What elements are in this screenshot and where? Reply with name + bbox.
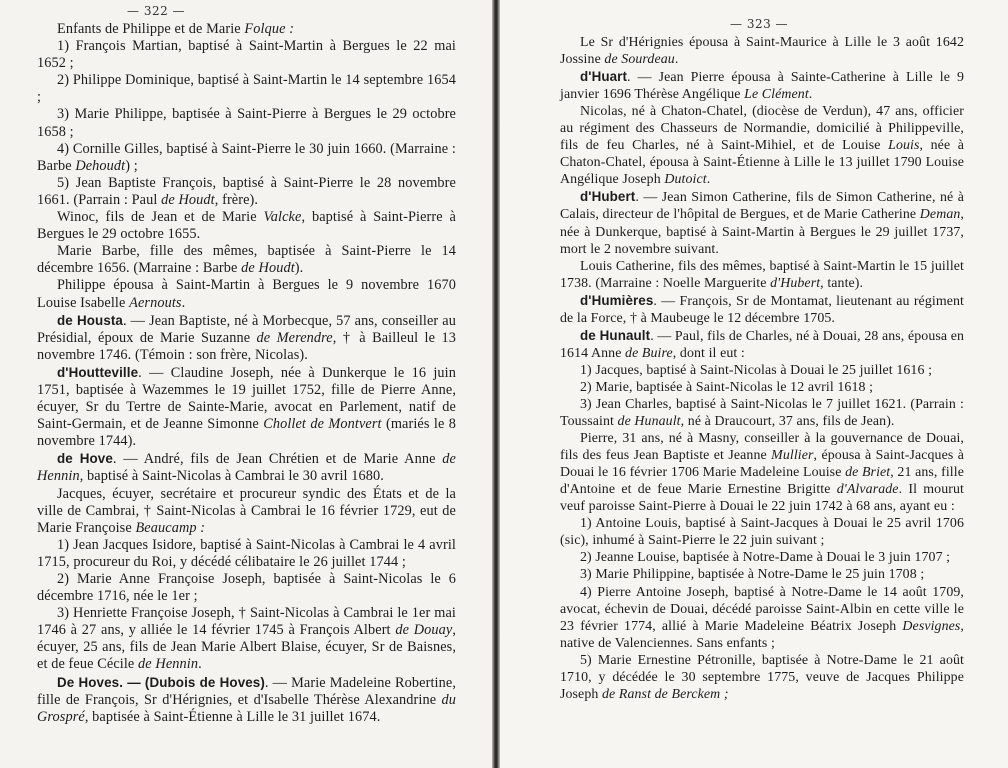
page-text — [37, 21, 456, 726]
text-run: 1) Jean Jacques Isidore, baptisé à Saint-Nicolas à Cambrai le 4 avril 1715, procureur du Roi, y décédé célibataire le 26 juillet 1744 ; — [37, 536, 456, 570]
paragraph — [37, 38, 456, 72]
page-number: — 322 — — [127, 4, 186, 18]
text-run: . Il mourut veuf paroisse Saint-Pierre à Douai le 22 juin 1742 à 68 ans, ayant eu : — [560, 482, 964, 515]
text-run: 5) Marie Ernestine Pétronille, baptisée à Notre-Dame le 21 août 1710, y décédée le 30 septembre 1775, veuve de Jacques Philippe Joseph — [560, 652, 964, 702]
text-run: . — François, Sr de Montamat, lieutenant au régiment de la Force, † à Maubeuge le 12 décembre 1705. — [560, 293, 964, 326]
entry-heading: De Hoves. — (Dubois de Hoves) — [57, 674, 265, 690]
text-run: , tante). — [820, 275, 864, 291]
text-run: . — André, fils de Jean Chrétien et de Marie Anne — [112, 451, 443, 468]
paragraph — [37, 605, 456, 673]
text-run: . — Jean Baptiste, né à Morbecque, 57 ans, conseiller au Présidial, époux de Marie Suzanne — [37, 312, 456, 346]
text-run: 1) François Martian, baptisé à Saint-Martin à Bergues le 22 mai 1652 ; — [37, 38, 456, 72]
paragraph — [37, 175, 456, 209]
text-run: , 21 ans, fille d'Antoine et de feue Marie Ernestine Brigitte — [560, 465, 964, 498]
italic-name: de Buire — [625, 345, 673, 361]
paragraph — [560, 379, 964, 396]
text-run: Louis Catherine, fils des mêmes, baptisé à Saint-Martin le 15 juillet 1738. (Marraine : Noelle Marguerite — [560, 258, 964, 291]
paragraph — [560, 68, 964, 103]
text-run: 4) Pierre Antoine Joseph, baptisé à Notre-Dame le 14 août 1709, avocat, échevin de Douai, décédé paroisse Saint-Albin en cette ville le 23 février 1774, allié à Marie Madeleine Béatrix Joseph — [560, 584, 964, 634]
paragraph — [560, 566, 964, 583]
text-run: Nicolas, né à Chaton-Chatel, (diocèse de Verdun), 47 ans, officier au régiment des Chasseurs de Normandie, domicilié à Philippeville, fils de feu Charles, né à Saint-Mihiel, et de Louise — [560, 104, 964, 154]
italic-name: Louis — [888, 138, 920, 154]
page-number: — 323 — — [730, 17, 789, 31]
text-run: , native de Valenciennes. Sans enfants ; — [560, 618, 964, 651]
italic-name: Desvignes — [902, 618, 961, 634]
text-run: ) ; — [125, 157, 138, 174]
text-run: . — Jean Simon Catherine, fils de Simon Catherine, né à Calais, directeur de l'hôpital de Bergues, et de Marie Catherine — [560, 190, 964, 223]
italic-name: de Houdt — [241, 260, 295, 277]
italic-name: de Houdt — [161, 191, 215, 208]
text-run: , baptisé à Saint-Nicolas à Cambrai le 30 avril 1680. — [79, 468, 384, 485]
text-run: 3) Henriette Françoise Joseph, † Saint-Nicolas à Cambrai le 1er mai 1746 à 27 ans, y alliée le 14 février 1745 à François Albert — [37, 605, 456, 639]
italic-name: d'Alvarade — [836, 482, 899, 498]
paragraph — [37, 571, 456, 605]
text-run: (mariés le 8 novembre 1744). — [37, 416, 457, 450]
text-run: , épousa à Saint-Jacques à Douai le 16 février 1706 Marie Madeleine Louise — [560, 448, 965, 481]
text-run: 5) Jean Baptiste François, baptisé à Saint-Pierre le 28 novembre 1661. (Parrain : Paul — [37, 174, 456, 208]
paragraph — [37, 537, 456, 571]
italic-name: de Hennin — [138, 656, 199, 673]
text-run: Jacques, écuyer, secrétaire et procureur syndic des États et de la ville de Cambrai, † Saint-Nicolas à Cambrai le 16 février 1729, eut de Marie Françoise — [37, 485, 456, 536]
paragraph — [560, 188, 964, 257]
italic-name: de Briet — [845, 465, 891, 481]
paragraph — [560, 515, 964, 549]
text-run: 3) Jean Charles, baptisé à Saint-Nicolas le 7 juillet 1621. (Parrain : Toussaint — [560, 396, 964, 430]
text-run: 2) Philippe Dominique, baptisé à Saint-Martin le 14 septembre 1654 ; — [37, 72, 456, 106]
page-left — [0, 0, 492, 768]
paragraph — [37, 141, 456, 175]
paragraph — [560, 34, 964, 68]
text-run: 3) Marie Philippe, baptisée à Saint-Pierre à Bergues le 29 octobre 1658 ; — [37, 106, 456, 140]
paragraph — [37, 106, 456, 140]
text-run: Marie Barbe, fille des mêmes, baptisée à Saint-Pierre le 14 décembre 1656. (Marraine : Barbe — [37, 243, 456, 277]
paragraph — [37, 486, 456, 537]
text-run: . — Jean Pierre épousa à Sainte-Catherine à Lille le 9 janvier 1696 Thérèse Angélique — [560, 70, 964, 103]
italic-name: Chollet de Montvert — [263, 416, 382, 433]
paragraph — [560, 362, 964, 379]
italic-name: de Merendre — [256, 329, 333, 346]
text-run: Pierre, 31 ans, né à Masny, conseiller à la gouvernance de Douai, fils des feus Jean Baptiste et Jeanne — [560, 431, 964, 464]
italic-name: de Hunault — [617, 414, 681, 430]
text-run: , dont il eut : — [672, 345, 745, 361]
text-run: Enfants de Philippe et de Marie — [57, 21, 245, 37]
text-run: 2) Marie Anne Françoise Joseph, baptisée à Saint-Nicolas le 6 décembre 1716, née le 1er ; — [37, 571, 456, 605]
italic-name: Valcke — [263, 209, 302, 226]
text-run: . — [181, 294, 186, 311]
paragraph — [560, 258, 964, 292]
page-right — [500, 0, 1008, 768]
paragraph — [560, 396, 964, 430]
entry-heading: de Housta — [57, 312, 123, 328]
text-run: . — Marie Madeleine Robertine, fille de François, Sr d'Hérignies, et d'Isabelle Thérèse Alexandrine — [37, 674, 456, 708]
entry-heading: d'Huart — [580, 69, 628, 85]
italic-name: Aernouts — [129, 294, 182, 311]
paragraph — [560, 327, 964, 362]
paragraph — [37, 364, 456, 450]
text-run: 2) Marie, baptisée à Saint-Nicolas le 12 avril 1618 ; — [580, 379, 874, 395]
text-run: Winoc, fils de Jean et de Marie — [57, 209, 264, 226]
paragraph — [560, 430, 964, 515]
paragraph — [37, 72, 456, 106]
italic-name: de Sourdeau — [604, 52, 675, 68]
text-run: , née à Dunkerque, baptisé à Saint-Martin à Bergues le 29 juillet 1737, mort le 2 novembre suivant. — [560, 207, 964, 257]
text-run: . — [674, 52, 679, 68]
italic-name: de Ranst de Berckem ; — [602, 686, 729, 702]
italic-name: Folque : — [244, 21, 295, 37]
text-run: Le Sr d'Hérignies épousa à Saint-Maurice à Lille le 3 août 1642 Jossine — [560, 35, 964, 68]
italic-name: de Douay — [395, 622, 453, 639]
paragraph — [560, 549, 964, 566]
text-run: ). — [294, 260, 304, 277]
paragraph — [560, 292, 964, 327]
entry-heading: d'Humières — [580, 292, 654, 308]
entry-heading: de Hunault — [580, 327, 651, 343]
text-run: , écuyer, 25 ans, fils de Jean Marie Albert Blaise, écuyer, Sr de Baisnes, et de feue Cécile — [37, 622, 457, 673]
text-run: , frère). — [214, 191, 259, 208]
paragraph — [560, 584, 964, 652]
paragraph — [560, 652, 964, 703]
text-run: . — [198, 656, 202, 673]
text-run: . — Paul, fils de Charles, né à Douai, 28 ans, épousa en 1614 Anne — [560, 328, 965, 361]
paragraph — [37, 450, 456, 485]
entry-heading: d'Houtteville — [57, 364, 139, 380]
text-run: 4) Cornille Gilles, baptisé à Saint-Pierre le 30 juin 1660. (Marraine : Barbe — [37, 140, 456, 174]
italic-name: Dutoict — [664, 172, 707, 188]
paragraph — [560, 103, 964, 188]
text-run: 3) Marie Philippine, baptisée à Notre-Dame le 25 juin 1708 ; — [580, 567, 925, 583]
italic-name: Dehoudt — [75, 157, 126, 174]
italic-name: d'Hubert — [770, 275, 821, 291]
italic-name: Deman — [919, 207, 961, 223]
page-text — [560, 34, 964, 703]
italic-name: du Grospré — [37, 691, 456, 725]
text-run: 2) Jeanne Louise, baptisée à Notre-Dame à Douai le 3 juin 1707 ; — [580, 550, 951, 566]
italic-name: Le Clément — [744, 87, 809, 103]
text-run: , née à Chaton-Chatel, épousa à Saint-Étienne à Lille le 13 juillet 1790 Louise Angélique Joseph — [560, 138, 965, 188]
paragraph — [37, 674, 456, 726]
entry-heading: de Hove — [57, 451, 113, 467]
paragraph — [37, 277, 456, 311]
book-gutter — [492, 0, 500, 768]
italic-name: de Hennin — [37, 451, 456, 485]
paragraph — [37, 243, 456, 277]
italic-name: Beaucamp : — [135, 519, 206, 536]
text-run: , né à Draucourt, 37 ans, fils de Jean). — [680, 414, 895, 430]
paragraph — [37, 21, 456, 38]
text-run: , baptisée à Saint-Étienne à Lille le 31 juillet 1674. — [84, 708, 381, 725]
text-run: , † à Bailleul le 13 novembre 1746. (Témoin : son frère, Nicolas). — [37, 329, 456, 363]
text-run: Philippe épousa à Saint-Martin à Bergues le 9 novembre 1670 Louise Isabelle — [37, 277, 456, 311]
text-run: . — [808, 87, 813, 103]
italic-name: Mullier — [771, 448, 814, 464]
text-run: , baptisé à Saint-Pierre à Bergues le 29 octobre 1655. — [37, 209, 456, 243]
text-run: 1) Antoine Louis, baptisé à Saint-Jacques à Douai le 25 avril 1706 (sic), inhumé à Saint-Pierre le 22 juin suivant ; — [560, 516, 964, 549]
text-run: 1) Jacques, baptisé à Saint-Nicolas à Douai le 25 juillet 1616 ; — [580, 362, 933, 378]
paragraph — [37, 312, 456, 364]
text-run: . — Claudine Joseph, née à Dunkerque le 16 juin 1751, baptisée à Wazemmes le 19 juillet 1752, fille de Pierre Anne, écuyer, Sr du Tertre de Sainte-Marie, avocat en Parlement, natif de Saint-Germain, et de Jeanne Simonne — [37, 364, 456, 433]
paragraph — [37, 209, 456, 243]
entry-heading: d'Hubert — [580, 189, 636, 205]
text-run: . — [706, 172, 711, 188]
